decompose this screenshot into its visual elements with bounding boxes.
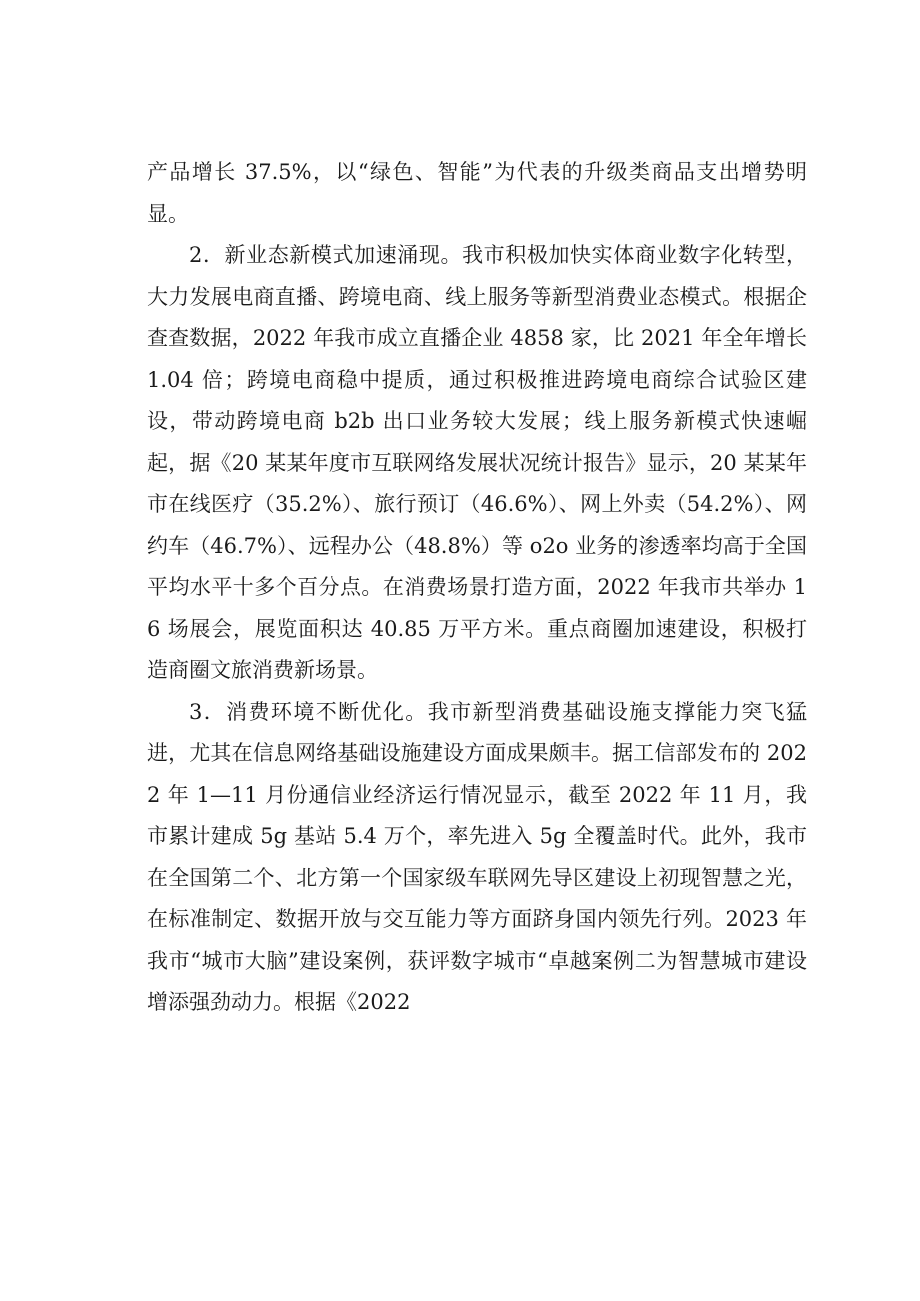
paragraph-growth-continuation: 产品增长 37.5%，以“绿色、智能”为代表的升级类商品支出增势明显。 (147, 160, 807, 226)
paragraph-consumption-environment: 3．消费环境不断优化。我市新型消费基础设施支撑能力突飞猛进，尤其在信息网络基础设施建设方面成果颇丰。据工信部发布的 2022 年 1—11 月份通信业经济运行情况显示，截至 2022 年 11 月，我市累计建成 5g 基站 5.4 万个，率先进入 5g 全覆盖时代。此外，我市在全国第二个、北方第一个国家级车联网先导区建设上初现智慧之光，在标准制定、数据开放与交互能力等方面跻身国内领先行列。2023 年我市“城市大脑”建设案例，获评数字城市“卓越案例二为智慧城市建设增添强劲动力。根据《2022 (147, 699, 807, 1014)
document-body (147, 152, 807, 1024)
paragraph-new-business-models: 2．新业态新模式加速涌现。我市积极加快实体商业数字化转型，大力发展电商直播、跨境电商、线上服务等新型消费业态模式。根据企查查数据，2022 年我市成立直播企业 4858 家，比 2021 年全年增长 1.04 倍；跨境电商稳中提质，通过积极推进跨境电商综合试验区建设，带动跨境电商 b2b 出口业务较大发展；线上服务新模式快速崛起，据《20 某某年度市互联网络发展状况统计报告》显示，20 某某年市在线医疗（35.2%）、旅行预订（46.6%）、网上外卖（54.2%）、网约车（46.7%）、远程办公（48.8%）等 o2o 业务的渗透率均高于全国平均水平十多个百分点。在消费场景打造方面，2022 年我市共举办 16 场展会，展览面积达 40.85 万平方米。重点商圈加速建设，积极打造商圈文旅消费新场景。 (147, 243, 807, 682)
